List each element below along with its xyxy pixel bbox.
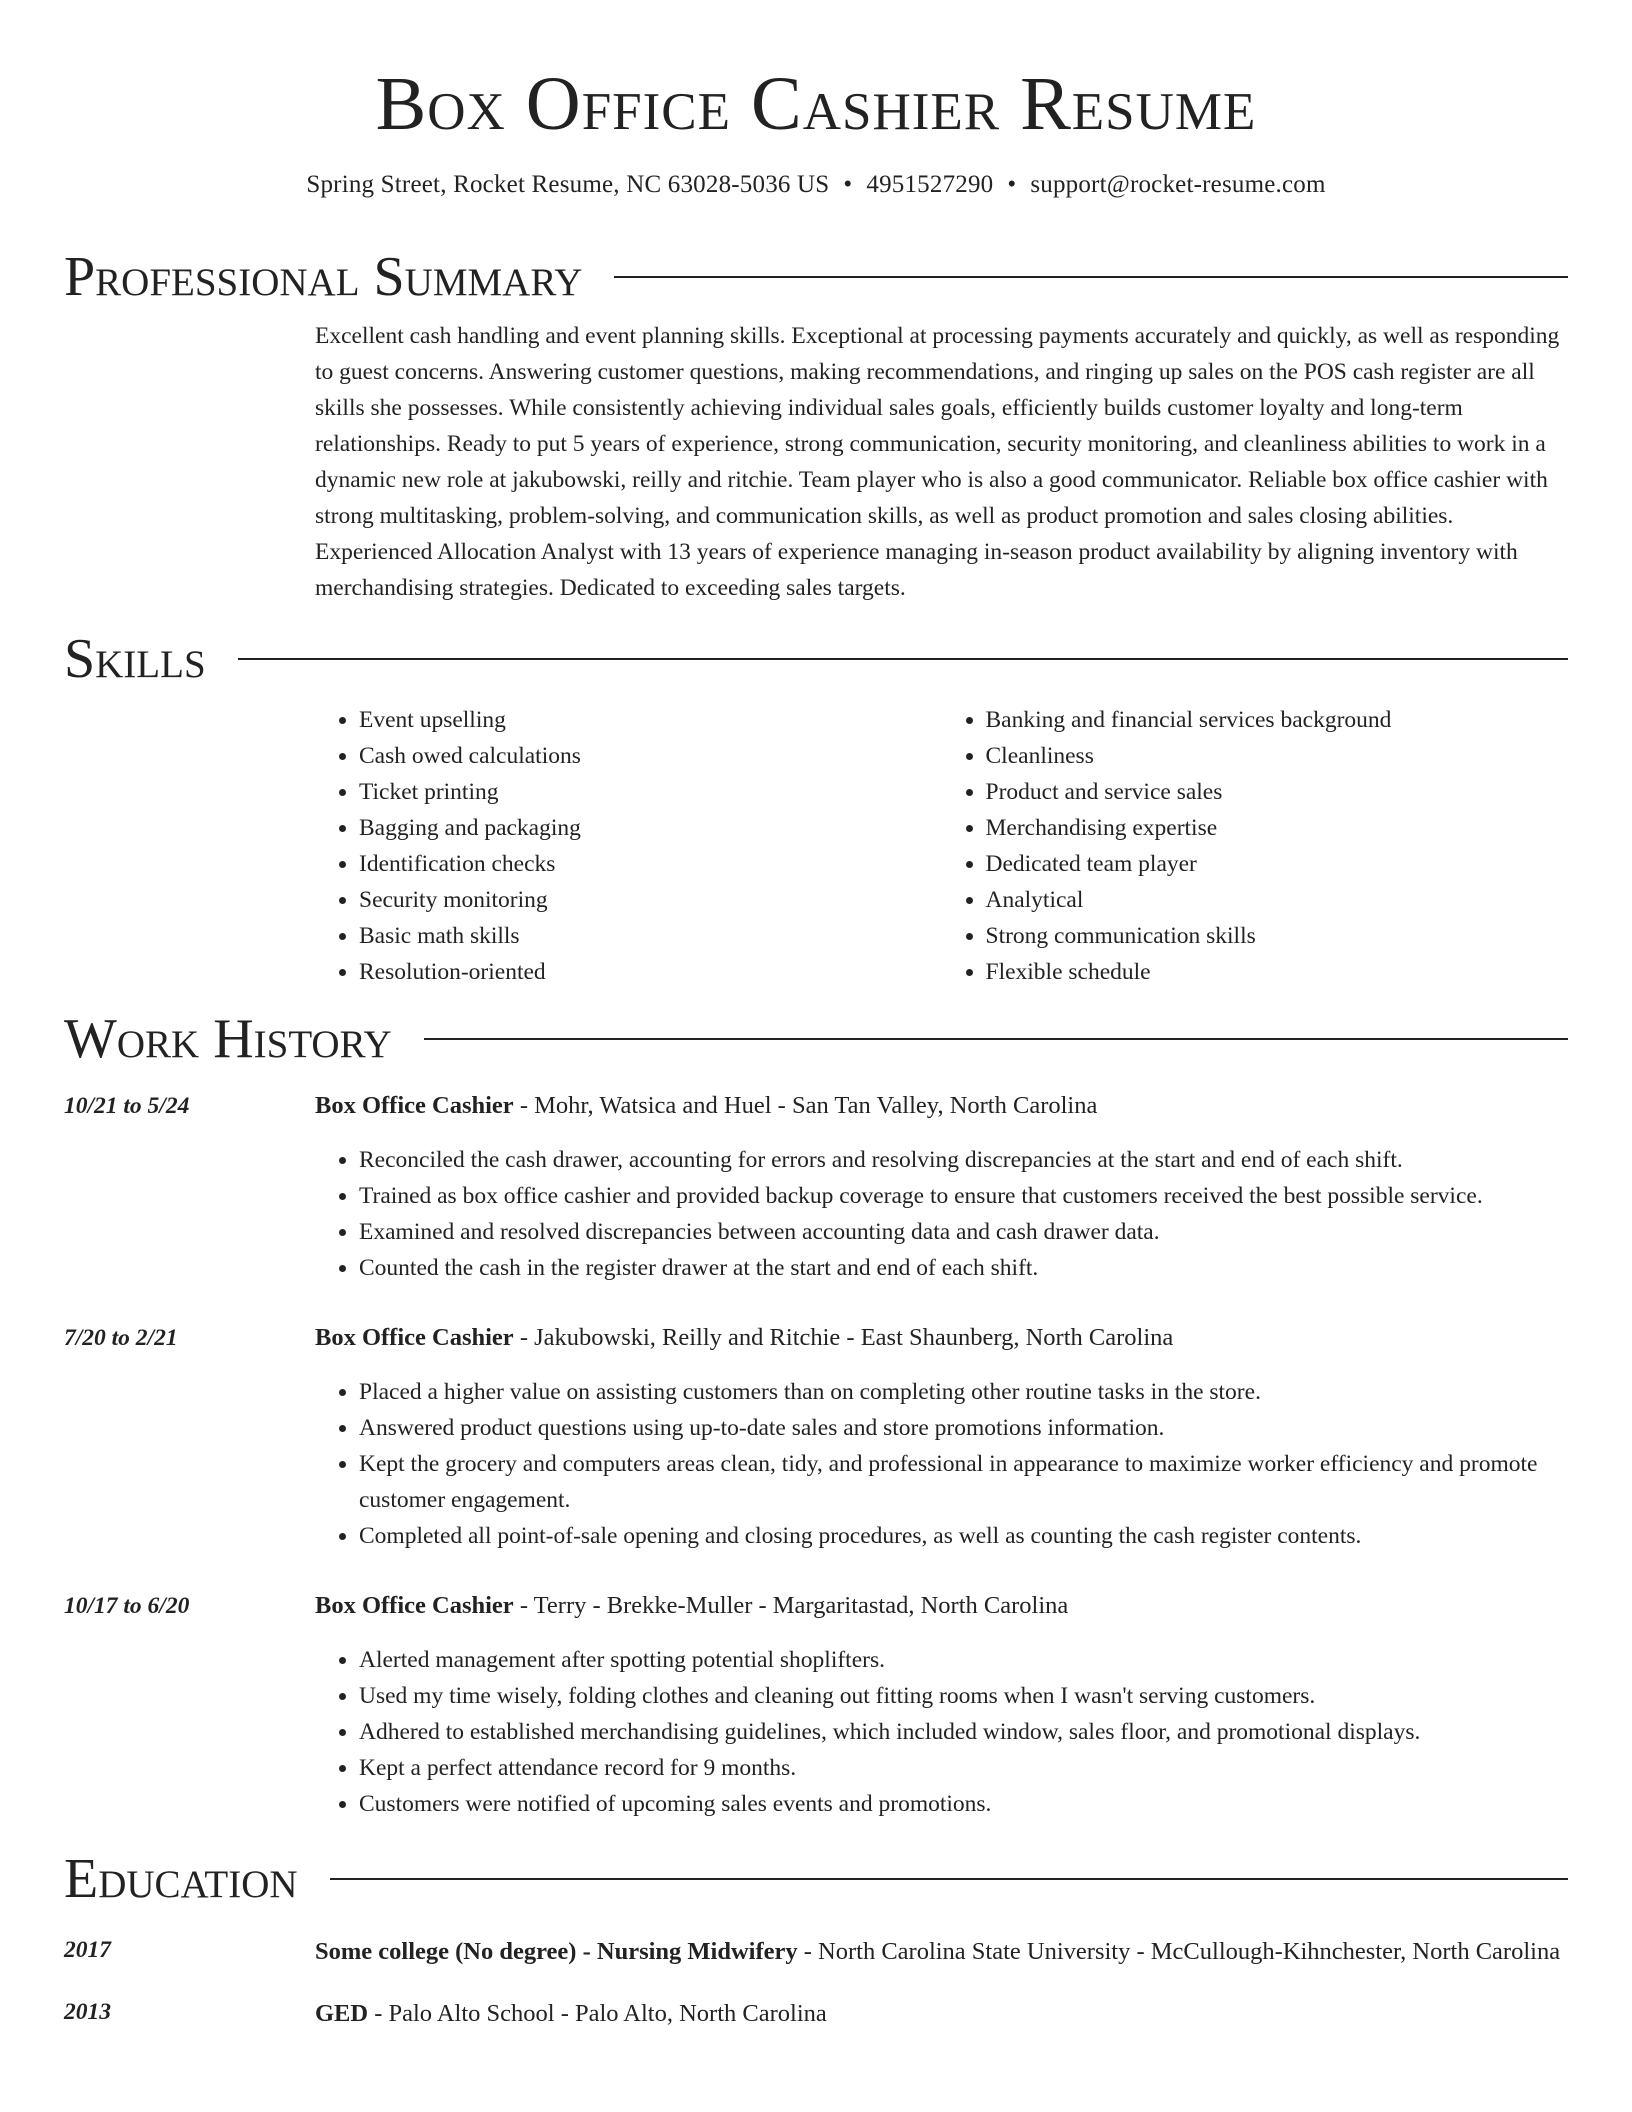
education-degree: Some college (No degree) - Nursing Midwifery [315,1938,798,1965]
contact-address: Spring Street, Rocket Resume, NC 63028-5036 US [306,171,830,198]
contact-email[interactable]: support@rocket-resume.com [1030,171,1326,198]
skill-item: • Strong communication skills [986,918,1569,954]
job-duty: • Used my time wisely, folding clothes and cleaning out fitting rooms when I wasn't serving customers. [359,1678,1568,1714]
skill-item: • Banking and financial services background [986,702,1569,738]
education-school: - Palo Alto School - Palo Alto, North Carolina [368,2000,827,2027]
job-body [315,1088,1568,1286]
job-entry [64,1588,1568,1822]
job-body [315,1588,1568,1822]
contact-phone: 4951527290 [866,171,994,198]
job-body [315,1320,1568,1554]
skill-item: • Bagging and packaging [359,810,942,846]
work-section-title: Work History [64,1008,392,1070]
job-duties [315,1142,1568,1286]
education-entry [64,1994,1568,2034]
job-role: Box Office Cashier [315,1324,514,1351]
job-role: Box Office Cashier [315,1092,514,1119]
education-details [315,1994,1568,2034]
skill-item: • Flexible schedule [986,954,1569,990]
job-dates: 10/17 to 6/20 [64,1593,190,1619]
skill-item: • Merchandising expertise [986,810,1569,846]
work-section-header [64,1004,1568,1074]
skill-item: • Basic math skills [359,918,942,954]
skill-item: • Dedicated team player [986,846,1569,882]
section-divider [424,1038,1568,1040]
job-duty: • Counted the cash in the register drawer at the start and end of each shift. [359,1250,1568,1286]
job-duty: • Adhered to established merchandising guidelines, which included window, sales floor, and promotional displays. [359,1714,1568,1750]
job-duty: • Placed a higher value on assisting customers than on completing other routine tasks in the store. [359,1374,1568,1410]
job-duties [315,1374,1568,1554]
job-dates: 10/21 to 5/24 [64,1093,190,1119]
contact-line [64,168,1568,202]
education-section-header [64,1844,1568,1914]
skills-section-title: Skills [64,628,206,690]
job-duty: • Alerted management after spotting potential shoplifters. [359,1642,1568,1678]
job-duty: • Customers were notified of upcoming sales events and promotions. [359,1786,1568,1822]
summary-paragraph: Excellent cash handling and event planning skills. Exceptional at processing payments accurately and quickly, as well as responding to guest concerns. Answering customer questions, making recommendations, and ringing up sales on the POS cash register are all skills she possesses. While consistently achieving individual sales goals, efficiently builds customer loyalty and long-term relationships. Ready to put 5 years of experience, strong communication, security monitoring, and cleanliness abilities to work in a dynamic new role at jakubowski, reilly and ritchie. Team player who is also a good communicator. Reliable box office cashier with strong multitasking, problem-solving, and communication skills, as well as product promotion and sales closing abilities. Experienced Allocation Analyst with 13 years of experience managing in-season product availability by aligning inventory with merchandising strategies. Dedicated to exceeding sales targets. [315,323,1560,601]
education-details [315,1932,1568,1972]
contact-separator: • [843,171,853,198]
skill-item: • Cash owed calculations [359,738,942,774]
education-section-title: Education [64,1848,298,1910]
job-heading [315,1320,1568,1356]
section-divider [238,658,1568,660]
job-duty: • Completed all point-of-sale opening and closing procedures, as well as counting the cash register contents. [359,1518,1568,1554]
job-duty: • Kept the grocery and computers areas clean, tidy, and professional in appearance to maximize worker efficiency and promote customer engagement. [359,1446,1568,1518]
skill-item: • Security monitoring [359,882,942,918]
job-entry [64,1088,1568,1286]
skill-item: • Analytical [986,882,1569,918]
job-employer: - Terry - Brekke-Muller - Margaritastad, North Carolina [513,1592,1069,1619]
skill-item: • Ticket printing [359,774,942,810]
skills-grid [315,702,1568,990]
job-duty: • Answered product questions using up-to-date sales and store promotions information. [359,1410,1568,1446]
job-duty: • Reconciled the cash drawer, accounting for errors and resolving discrepancies at the start and end of each shift. [359,1142,1568,1178]
job-heading [315,1588,1568,1624]
education-year: 2013 [64,1999,111,2025]
education-entry [64,1932,1568,1972]
job-employer: - Jakubowski, Reilly and Ritchie - East Shaunberg, North Carolina [513,1324,1174,1351]
skills-list-right [942,702,1569,990]
resume-title: Box Office Cashier Resume [375,62,1257,146]
skill-item: • Event upselling [359,702,942,738]
job-employer: - Mohr, Watsica and Huel - San Tan Valley, North Carolina [513,1092,1098,1119]
contact-separator: • [1007,171,1017,198]
skill-item: • Cleanliness [986,738,1569,774]
skills-section-header [64,624,1568,694]
education-degree: GED [315,2000,369,2027]
resume-page [64,0,1568,2034]
job-duty: • Kept a perfect attendance record for 9 months. [359,1750,1568,1786]
job-entry [64,1320,1568,1554]
skill-item: • Resolution-oriented [359,954,942,990]
skills-list-left [315,702,942,990]
education-school: - North Carolina State University - McCullough-Kihnchester, North Carolina [797,1938,1561,1965]
job-duties [315,1642,1568,1822]
education-year: 2017 [64,1937,111,1963]
job-duty: • Examined and resolved discrepancies between accounting data and cash drawer data. [359,1214,1568,1250]
section-divider [614,276,1568,278]
job-duty: • Trained as box office cashier and provided backup coverage to ensure that customers received the best possible service. [359,1178,1568,1214]
job-dates: 7/20 to 2/21 [64,1325,178,1351]
summary-section-title: Professional Summary [64,246,583,308]
skill-item: • Product and service sales [986,774,1569,810]
summary-section-header [64,242,1568,312]
job-heading [315,1088,1568,1124]
job-role: Box Office Cashier [315,1592,514,1619]
section-divider [330,1878,1568,1880]
skill-item: • Identification checks [359,846,942,882]
